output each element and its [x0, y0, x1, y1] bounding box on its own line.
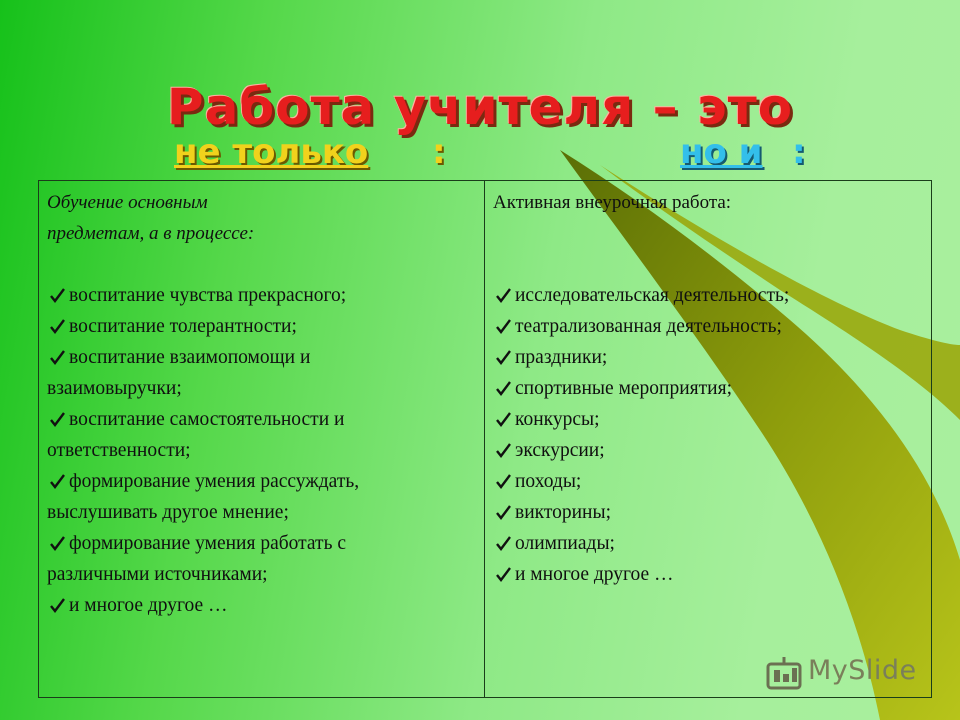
table-cell-right: [485, 181, 931, 697]
list-item-continuation: ответственности;: [47, 440, 191, 461]
checkmark-icon: [49, 411, 66, 428]
checkmark-icon: [495, 535, 512, 552]
checkmark-icon: [495, 504, 512, 521]
checkmark-icon: [495, 442, 512, 459]
checkmark-icon: [49, 318, 66, 335]
checkmark-icon: [495, 566, 512, 583]
list-item: спортивные мероприятия;: [493, 373, 923, 404]
list-item: викторины;: [493, 497, 923, 528]
list-item: походы;: [493, 466, 923, 497]
list-item-continuation: взаимовыручки;: [47, 378, 182, 399]
list-item: исследовательская деятельность;: [493, 280, 923, 311]
checkmark-icon: [495, 349, 512, 366]
table-cell-left: [39, 181, 485, 697]
watermark-text: MySlide: [808, 655, 917, 686]
list-item: олимпиады;: [493, 528, 923, 559]
list-item: воспитание толерантности;: [47, 311, 476, 342]
list-item: воспитание самостоятельности и: [47, 404, 476, 435]
checkmark-icon: [495, 318, 512, 335]
subtitle-colon: :: [432, 132, 446, 172]
list-item: конкурсы;: [493, 404, 923, 435]
list-item-continuation: выслушивать другое мнение;: [47, 502, 289, 523]
right-heading: Активная внеурочная работа:: [493, 192, 732, 213]
list-item: экскурсии;: [493, 435, 923, 466]
subtitle-but-also: но и: [680, 132, 763, 172]
checkmark-icon: [495, 380, 512, 397]
list-item: воспитание чувства прекрасного;: [47, 280, 476, 311]
checkmark-icon: [49, 473, 66, 490]
list-item: театрализованная деятельность;: [493, 311, 923, 342]
checkmark-icon: [49, 597, 66, 614]
comparison-table: [38, 180, 932, 698]
list-item: и многое другое …: [493, 559, 923, 590]
left-list: [47, 280, 476, 621]
slide-title: Работа учителя – это: [166, 78, 794, 136]
subtitle-not-only: не только: [174, 132, 369, 172]
list-item: формирование умения работать с: [47, 528, 476, 559]
list-item: и многое другое …: [47, 590, 476, 621]
checkmark-icon: [495, 473, 512, 490]
subtitle-colon: :: [792, 132, 806, 172]
left-heading-line2: предметам, а в процессе:: [47, 223, 255, 244]
checkmark-icon: [495, 411, 512, 428]
list-item: формирование умения рассуждать,: [47, 466, 476, 497]
checkmark-icon: [49, 535, 66, 552]
list-item: воспитание взаимопомощи и: [47, 342, 476, 373]
right-list: [493, 280, 923, 590]
checkmark-icon: [49, 287, 66, 304]
checkmark-icon: [49, 349, 66, 366]
list-item-continuation: различными источниками;: [47, 564, 268, 585]
left-heading-line1: Обучение основным: [47, 192, 208, 213]
list-item: праздники;: [493, 342, 923, 373]
checkmark-icon: [495, 287, 512, 304]
